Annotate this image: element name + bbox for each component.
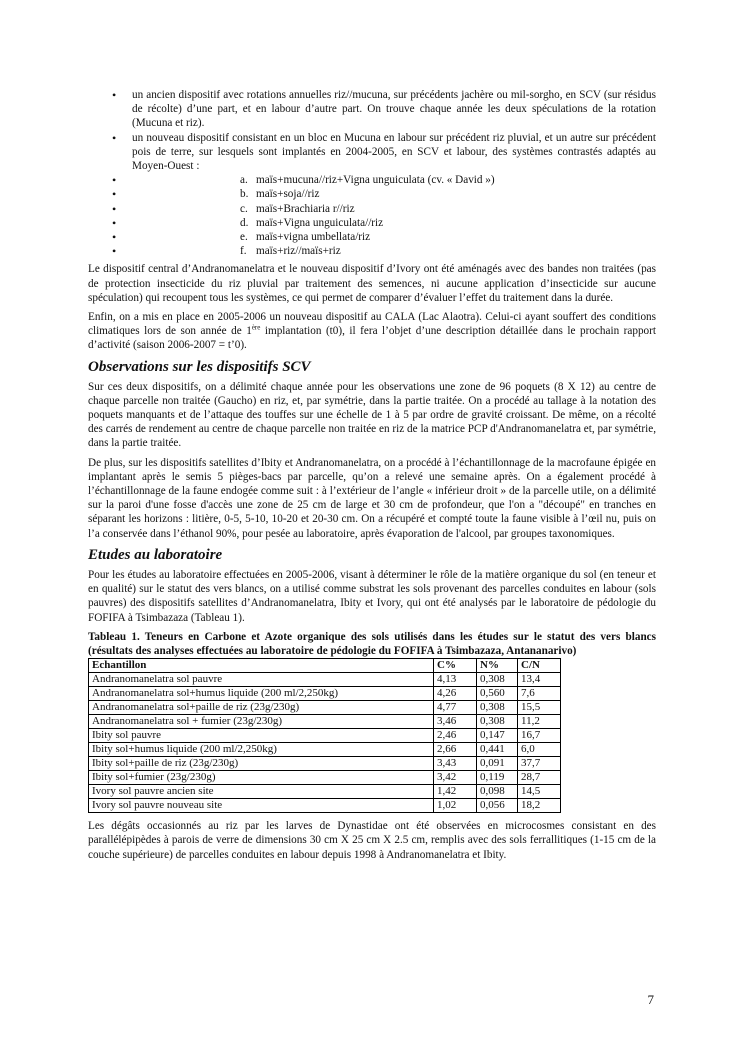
table-cell: 2,46 [434,729,477,743]
table-cell: 11,2 [518,715,561,729]
bullet-item: • un ancien dispositif avec rotations annuelles riz//mucuna, sur précédents jachère ou mil-sorgho, en SCV (sur résidus de récolte) d’une part, et en labour d’autre part. On trouve chaque année les deux spéculations de la rotation (Mucuna et riz). [132,88,656,131]
table-row [89,743,561,757]
system-marker: • a. [240,174,248,187]
bullet-item-text: un nouveau dispositif consistant en un bloc en Mucuna en labour sur précédent riz pluvial, et un autre sur précédent pois de terre, sur lesquels sont implantés en 2004-2005, en SCV et labour, des systèmes contrastés adaptés au Moyen-Ouest : [132,131,656,173]
table-row [89,715,561,729]
table-cell: Ivory sol pauvre nouveau site [89,799,434,813]
paragraph [88,310,656,353]
table-row [89,785,561,799]
table-cell: 0,308 [477,673,518,687]
system-item [132,216,656,230]
table-row [89,701,561,715]
table-cell: 4,13 [434,673,477,687]
column-header: C% [434,659,477,673]
system-item [132,202,656,216]
table-cell: 0,119 [477,771,518,785]
system-item [132,187,656,201]
table-cell: 1,42 [434,785,477,799]
table-cell: Ibity sol+fumier (23g/230g) [89,771,434,785]
paragraph: Pour les études au laboratoire effectuées en 2005-2006, visant à déterminer le rôle de la matière organique du sol (en teneur et en qualité) sur le statut des vers blancs, on a utilisé comme substrat les sols provenant des parcelles conduites en labour (sols pauvres) des dispositifs satellites d’Andranomanelatra, Ibity et Ivory, qui ont été analysés par le laboratoire de pédologie du FOFIFA à Tsimbazaza (Tableau 1). [88,568,656,624]
table-cell: Andranomanelatra sol + fumier (23g/230g) [89,715,434,729]
soil-analysis-table [88,658,561,813]
table-cell: 0,560 [477,687,518,701]
table-cell: 0,056 [477,799,518,813]
table-cell: 2,66 [434,743,477,757]
table-cell: Andranomanelatra sol pauvre [89,673,434,687]
system-text: maïs+Brachiaria r//riz [256,202,355,215]
systems-list [132,173,656,258]
table-cell: 6,0 [518,743,561,757]
section-heading: Etudes au laboratoire [88,546,223,563]
table-cell: Ibity sol+humus liquide (200 ml/2,250kg) [89,743,434,757]
table-header-row [89,659,561,673]
table-row [89,673,561,687]
table-caption: Tableau 1. Teneurs en Carbone et Azote organique des sols utilisés dans les études sur le statut des vers blancs (résultats des analyses effectuées au laboratoire de pédologie du FOFIFA à Tsimbazaza, Antananarivo) [88,630,656,657]
table-row [89,757,561,771]
table-row [89,771,561,785]
table-cell: 7,6 [518,687,561,701]
paragraph-text: implantation (t0), il fera l’objet d’une description détaillée dans le prochain rapport d’activité (saison 2006-2007 = t’0). [88,325,656,352]
table-cell: Andranomanelatra sol+paille de riz (23g/230g) [89,701,434,715]
paragraph: Le dispositif central d’Andranomanelatra et le nouveau dispositif d’Ivory ont été aménagés avec des bandes non traitées (pas de protection insecticide du riz pluvial par traitement des semences, ni aucune application d’insecticide sur aucune spéculation) qui recoupent tous les systèmes, ce qui permet de comparer d’évaluer l’effet du traitement dans la durée. [88,263,656,304]
page-number: 7 [647,992,654,1007]
table-cell: 16,7 [518,729,561,743]
table-row [89,799,561,813]
table-cell: 4,77 [434,701,477,715]
table-cell: 28,7 [518,771,561,785]
system-marker: • b. [240,188,249,201]
page-content [88,88,656,867]
paragraph: Sur ces deux dispositifs, on a délimité chaque année pour les observations une zone de 96 poquets (8 X 12) au centre de chaque parcelle non traitée (Gaucho) en riz, et, par symétrie, dans la partie traitée. On a procédé au tallage à la notation des poquets manquants et de l’attaque des touffes sur une échelle de 1 à 5 par ordre de gravité croissant. De même, on a récolté des carrés de rendement au centre de chaque parcelle non traitée en riz de la matrice PCP d'Andranomanelatra et, par symétrie, dans la partie traitée. [88,380,656,450]
table-row [89,687,561,701]
table-cell: Ibity sol pauvre [89,729,434,743]
table-cell: 3,43 [434,757,477,771]
system-marker: • f. [240,245,247,258]
paragraph: De plus, sur les dispositifs satellites d’Ibity et Andranomanelatra, on a procédé à l’échantillonnage de la macrofaune épigée en implantant après le semis 5 pièges-bacs par parcelle, qu’on a relevé une semaine après. On a également procédé à l’échantillonnage de la faune endogée comme suit : à l’extérieur de l’angle « inférieur droit » de la parcelle utile, on a délimité sur la paroi d'une fosse d'accès une zone de 25 cm de large et 30 cm de profondeur, que l'on a "découpé" en tranches en séparant les horizons : litière, 0-5, 5-10, 10-20 et 20-30 cm. On a récupéré et compté toute la faune visible à l’œil nu, puis on l’a conservée dans l’éthanol 90%, pour pesée au laboratoire, après évaporation de l'alcool, par groupes taxonomiques. [88,456,656,540]
table-cell: 0,091 [477,757,518,771]
system-item [132,173,656,187]
table-cell: Ibity sol+paille de riz (23g/230g) [89,757,434,771]
system-text: maïs+riz//maïs+riz [256,245,341,258]
table-cell: 14,5 [518,785,561,799]
table-cell: 4,26 [434,687,477,701]
column-header: C/N [518,659,561,673]
table-cell: Andranomanelatra sol+humus liquide (200 ml/2,250kg) [89,687,434,701]
table-cell: 1,02 [434,799,477,813]
table-cell: 13,4 [518,673,561,687]
table-cell: 0,308 [477,715,518,729]
paragraph-text: Enfin, on a mis en place en 2005-2006 un nouveau dispositif au CALA (Lac Alaotra). Celui-ci ayant souffert des conditions climatiques lors de son année de 1 [88,311,656,338]
superscript: ère [251,323,261,332]
system-marker: • c. [240,202,248,215]
section-heading: Observations sur les dispositifs SCV [88,358,311,375]
bullet-list [88,88,656,258]
system-text: maïs+vigna umbellata/riz [256,231,371,244]
table-cell: 3,46 [434,715,477,729]
table-cell: 0,098 [477,785,518,799]
table-cell: 15,5 [518,701,561,715]
table-cell: 0,308 [477,701,518,715]
table-cell: Ivory sol pauvre ancien site [89,785,434,799]
table-cell: 37,7 [518,757,561,771]
paragraph: Les dégâts occasionnés au riz par les larves de Dynastidae ont été observées en microcosmes consistant en des parallélépipèdes à parois de verre de dimensions 30 cm X 25 cm X 2.5 cm, remplis avec des sols ferrallitiques (1-15 cm de la couche supérieure) de parcelles conduites en labour depuis 1998 à Andranomanelatra et Ibity. [88,820,656,861]
system-marker: • e. [240,231,248,244]
column-header: Echantillon [89,659,434,673]
table-row [89,729,561,743]
system-item [132,230,656,244]
column-header: N% [477,659,518,673]
table-cell: 18,2 [518,799,561,813]
system-text: maïs+soja//riz [256,188,320,201]
bullet-item [132,131,656,259]
system-item [132,244,656,258]
table-cell: 0,147 [477,729,518,743]
table-cell: 3,42 [434,771,477,785]
system-text: maïs+mucuna//riz+Vigna unguiculata (cv. « David ») [256,174,495,187]
table-cell: 0,441 [477,743,518,757]
system-marker: • d. [240,216,249,229]
system-text: maïs+Vigna unguiculata//riz [256,216,384,229]
